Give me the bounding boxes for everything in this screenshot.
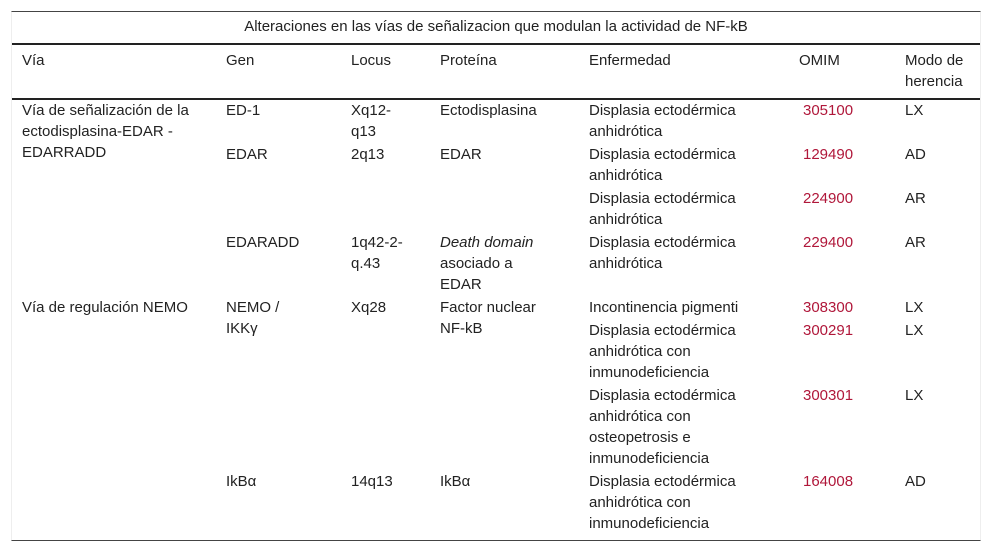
herencia-cell: AR (905, 234, 926, 251)
gen-cell: ED-1 (226, 102, 261, 119)
gen-cell: EDAR (226, 146, 268, 163)
proteina-cell: IkBα (440, 473, 471, 490)
omim-link[interactable]: 229400 (803, 234, 854, 251)
header-gen: Gen (226, 52, 255, 69)
header-via: Vía (22, 52, 45, 69)
herencia-cell: AD (905, 473, 926, 490)
header-proteina: Proteína (440, 52, 497, 69)
via-group-nemo: Vía de regulación NEMO (22, 299, 188, 316)
herencia-cell: AR (905, 190, 926, 207)
locus-cell: 1q42-2-q.43 (351, 234, 403, 272)
enfermedad-cell: Displasia ectodérmica anhidrótica (589, 102, 736, 140)
table-caption: Alteraciones en las vías de señalizacion que modulan la actividad de NF-kB (12, 12, 980, 45)
enfermedad-cell: Displasia ectodérmica anhidrótica (589, 234, 736, 272)
proteina-cell: Factor nuclear NF-kB (440, 299, 536, 337)
header-omim: OMIM (799, 52, 840, 69)
omim-link[interactable]: 308300 (803, 299, 854, 316)
gen-cell: IkBα (226, 473, 257, 490)
gen-cell: EDARADD (226, 234, 300, 251)
locus-cell: 2q13 (351, 146, 385, 163)
enfermedad-cell: Displasia ectodérmica anhidrótica (589, 190, 736, 228)
omim-link[interactable]: 224900 (803, 190, 854, 207)
locus-cell: Xq12-q13 (351, 102, 392, 140)
header-enfermedad: Enfermedad (589, 52, 671, 69)
locus-cell: 14q13 (351, 473, 393, 490)
proteina-cell: Ectodisplasina (440, 102, 537, 119)
locus-cell: Xq28 (351, 299, 387, 316)
omim-link[interactable]: 305100 (803, 102, 854, 119)
header-locus: Locus (351, 52, 392, 69)
proteina-italic: Death domain (440, 234, 534, 251)
omim-link[interactable]: 300291 (803, 322, 854, 339)
herencia-cell: LX (905, 299, 924, 316)
enfermedad-cell: Displasia ectodérmica anhidrótica con osteopetrosis e inmunodeficiencia (589, 387, 736, 467)
proteina-cell: EDAR (440, 146, 482, 163)
enfermedad-cell: Displasia ectodérmica anhidrótica con inmunodeficiencia (589, 322, 736, 381)
header-row (12, 45, 980, 100)
omim-link[interactable]: 129490 (803, 146, 854, 163)
herencia-cell: AD (905, 146, 926, 163)
proteina-cell (440, 232, 555, 295)
header-herencia: Modo de herencia (905, 52, 964, 90)
omim-link[interactable]: 300301 (803, 387, 854, 404)
via-group-edar: Vía de señalización de la ectodisplasina-EDAR -EDARRADD (22, 102, 189, 161)
proteina-rest: asociado a EDAR (440, 255, 513, 293)
gen-cell: NEMO / IKKγ (226, 299, 280, 337)
herencia-cell: LX (905, 322, 924, 339)
herencia-cell: LX (905, 387, 924, 404)
enfermedad-cell: Displasia ectodérmica anhidrótica (589, 146, 736, 184)
enfermedad-cell: Displasia ectodérmica anhidrótica con inmunodeficiencia (589, 473, 736, 532)
herencia-cell: LX (905, 102, 924, 119)
omim-link[interactable]: 164008 (803, 473, 854, 490)
nf-kb-table (11, 11, 981, 541)
enfermedad-cell: Incontinencia pigmenti (589, 299, 739, 316)
